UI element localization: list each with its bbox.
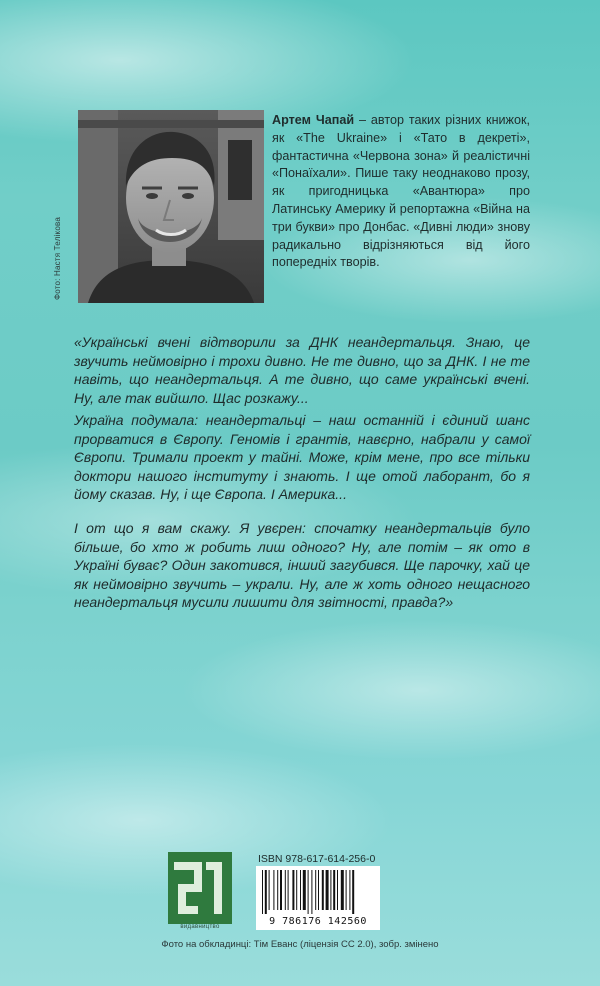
publisher-logo-icon (168, 852, 232, 924)
barcode-bar (262, 870, 263, 914)
barcode-bar (285, 870, 286, 910)
publisher-logo (168, 852, 232, 924)
barcode-bar (269, 870, 270, 910)
barcode-bar (315, 870, 316, 910)
barcode-bar (296, 870, 297, 910)
quote-paragraph-2: Україна подумала: неандертальці – наш останній і єдиний шанс прорватися в Європу. Геномів і грантів, навєрно, набрали у самої Європи. Тримали проект у тайні. Може, крім мене, про все тільки доктори нашого інституту і знають. І ще отой лаборант, бо я йому сказав. Ну, і ще Європа. І Америка... (74, 412, 530, 503)
barcode-bar (308, 870, 309, 914)
publisher-name: видавництво (180, 924, 220, 930)
barcode-bar (330, 870, 331, 910)
barcode-bar (303, 870, 306, 910)
barcode-bar (322, 870, 324, 910)
barcode-bar (346, 870, 347, 910)
barcode-bar (326, 870, 329, 910)
barcode-bar (349, 870, 350, 910)
barcode-bar (352, 870, 354, 914)
isbn-label: ISBN 978-617-614-256-0 (258, 853, 376, 865)
barcode-bar (300, 870, 301, 910)
barcode-bar (337, 870, 338, 910)
barcode-bar (273, 870, 274, 910)
barcode-digits: 9 786176 142560 (269, 916, 367, 927)
barcode-bar (265, 870, 267, 914)
photo-credit: Фото: Настя Телікова (53, 217, 62, 300)
barcode (256, 866, 380, 930)
author-portrait-illustration (78, 110, 264, 303)
barcode-bar (311, 870, 312, 914)
barcode-bar (277, 870, 278, 910)
author-photo (78, 110, 264, 303)
barcode-bar (333, 870, 335, 910)
author-bio-text: – автор таких різних книжок, як «The Ukraine» і «Тато в декреті», фантастична «Червона зона» й реалістичні «Понаїхали». Пише таку неоднаково прозу, як пригодницька «Авантюра» про Латинську Америку й репортажна «Війна на три букви» про Донбас. «Дивні люди» знову радикально відрізняються від його попередніх творів. (272, 113, 530, 270)
author-name: Артем Чапай (272, 113, 355, 127)
barcode-bar (292, 870, 294, 910)
barcode-bar (318, 870, 319, 910)
barcode-bar (341, 870, 344, 910)
author-bio (272, 112, 530, 272)
cover-credit: Фото на обкладинці: Тім Еванс (ліцензія CC 2.0), зобр. змінено (161, 939, 439, 950)
quote-paragraph-1: «Українські вчені відтворили за ДНК неандертальця. Знаю, це звучить неймовірно і трохи дивно. Не те дивно, що за ДНК. І не те навіть, що неандертальця. А те дивно, що саме українські вчені. Ну, але так вийшло. Щас розкажу... (74, 334, 530, 406)
barcode-bar (288, 870, 289, 910)
barcode-bars (256, 866, 380, 916)
barcode-bar (280, 870, 282, 910)
quote-paragraph-3: І от що я вам скажу. Я увєрен: спочатку неандертальців було більше, бо хто ж робить лиш одного? Ну, але потім – як ото в Україні буває? Один закотився, інший загубився. Ще парочку, хай це як неймовірно звучить – украли. Ну, але ж хоть одного нещасного неандертальця мусили лишити для звітності, правда?» (74, 520, 530, 611)
